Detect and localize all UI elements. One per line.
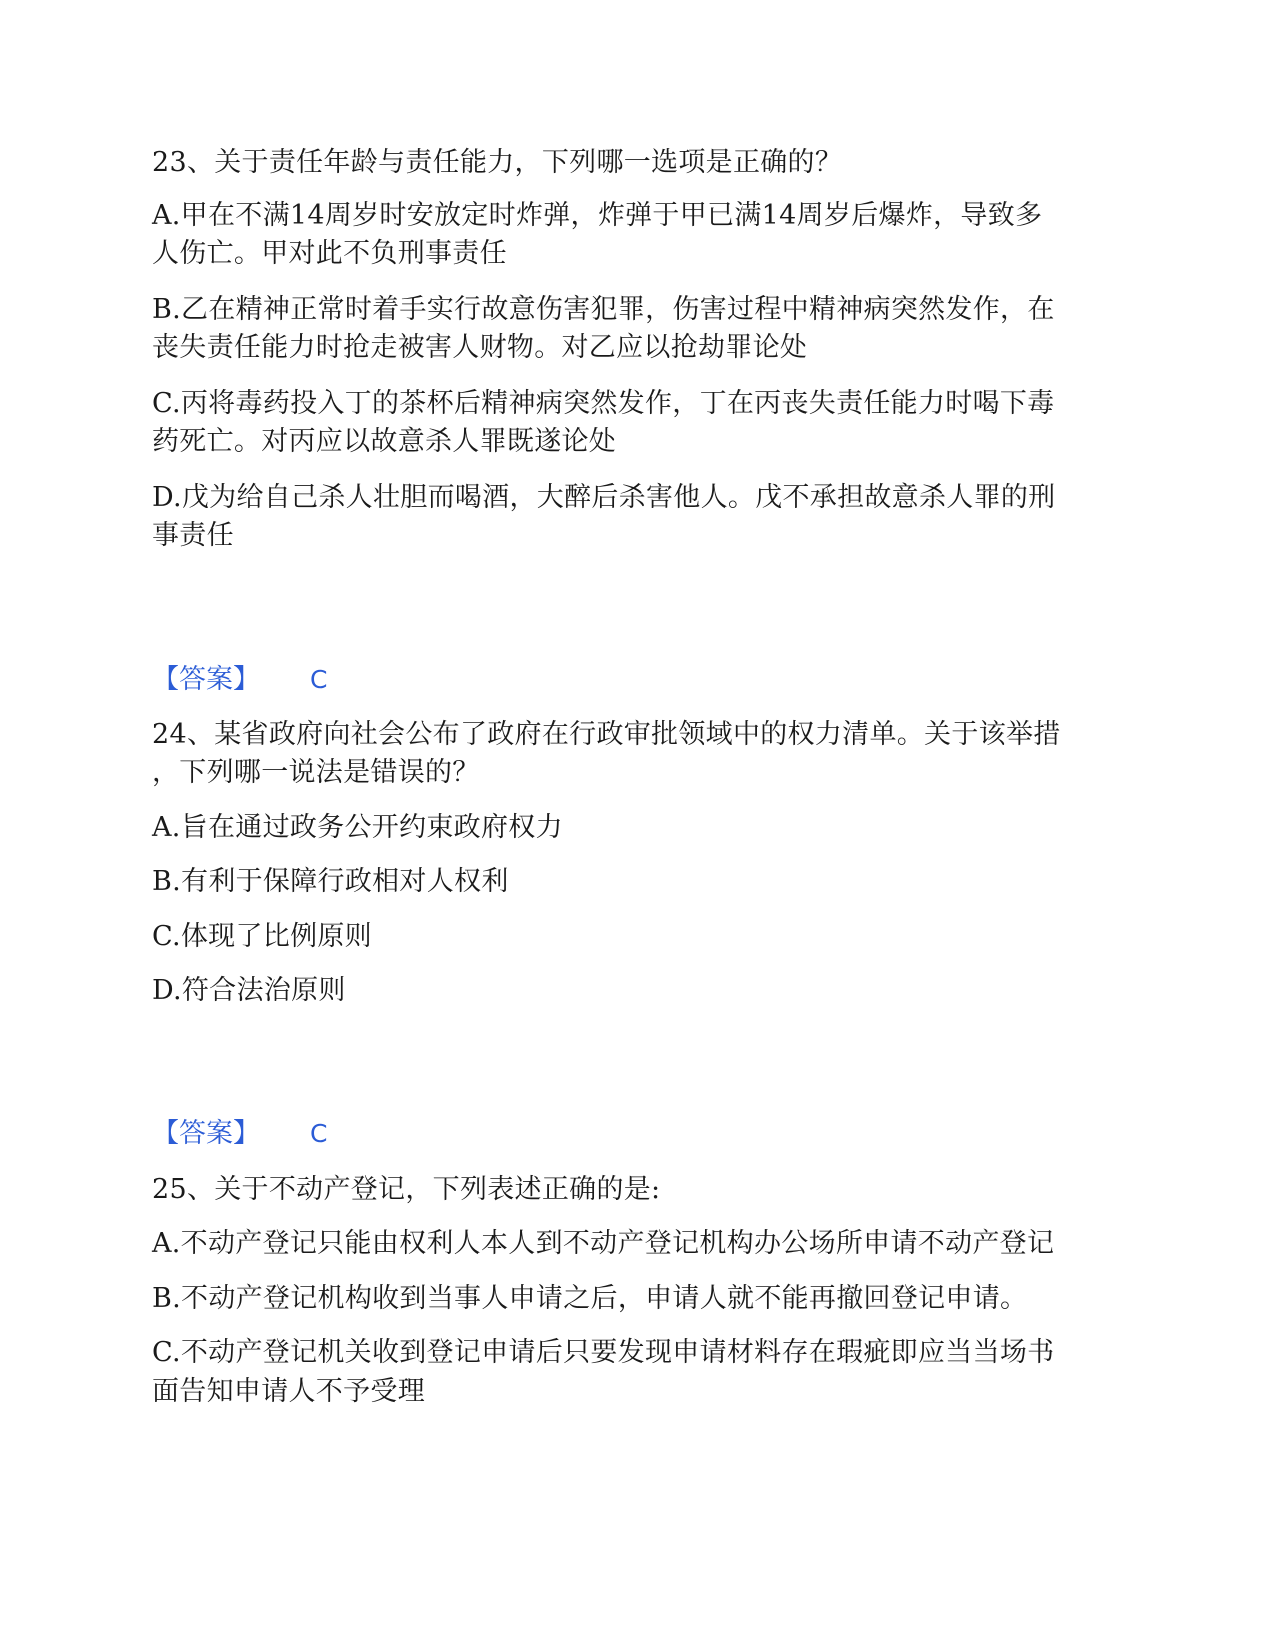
q24-stem-line2: ，下列哪一说法是错误的？ <box>152 757 480 788</box>
answer-block <box>152 660 327 700</box>
answer-label: 【答案】 <box>152 664 260 695</box>
q24-stem-line1: 24、某省政府向社会公布了政府在行政审批领域中的权力清单。关于该举措 <box>152 719 1061 750</box>
q23-option-c-line2: 药死亡。对丙应以故意杀人罪既遂论处 <box>152 426 617 457</box>
q24-option-b: B.有利于保障行政相对人权利 <box>152 866 509 897</box>
q25-stem: 25、关于不动产登记，下列表述正确的是: <box>152 1174 661 1205</box>
q23-option-a-line2: 人伤亡。甲对此不负刑事责任 <box>152 238 507 269</box>
q23-option-b-line1: B.乙在精神正常时着手实行故意伤害犯罪，伤害过程中精神病突然发作，在 <box>152 294 1055 325</box>
q23-option-d-line2: 事责任 <box>152 520 234 551</box>
q24-option-a: A.旨在通过政务公开约束政府权力 <box>152 812 563 843</box>
answer-label: 【答案】 <box>152 1118 260 1149</box>
q25-option-a: A.不动产登记只能由权利人本人到不动产登记机构办公场所申请不动产登记 <box>152 1228 1055 1259</box>
answer-value: C <box>310 1119 328 1148</box>
q25-option-c-line2: 面告知申请人不予受理 <box>152 1376 425 1407</box>
q24-option-d: D.符合法治原则 <box>152 975 346 1006</box>
q25-option-c-line1: C.不动产登记机关收到登记申请后只要发现申请材料存在瑕疵即应当当场书 <box>152 1337 1055 1368</box>
q25-option-b: B.不动产登记机构收到当事人申请之后，申请人就不能再撤回登记申请。 <box>152 1283 1028 1314</box>
q23-option-a-line1: A.甲在不满14周岁时安放定时炸弹，炸弹于甲已满14周岁后爆炸，导致多 <box>152 200 1043 231</box>
answer-value: C <box>310 665 328 694</box>
q24-option-c: C.体现了比例原则 <box>152 921 372 952</box>
answer-block <box>152 1114 327 1154</box>
q23-stem: 23、关于责任年龄与责任能力，下列哪一选项是正确的？ <box>152 147 843 178</box>
q23-option-b-line2: 丧失责任能力时抢走被害人财物。对乙应以抢劫罪论处 <box>152 332 808 363</box>
q23-option-c-line1: C.丙将毒药投入丁的茶杯后精神病突然发作，丁在丙丧失责任能力时喝下毒 <box>152 388 1055 419</box>
q23-option-d-line1: D.戊为给自己杀人壮胆而喝酒，大醉后杀害他人。戊不承担故意杀人罪的刑 <box>152 482 1056 513</box>
